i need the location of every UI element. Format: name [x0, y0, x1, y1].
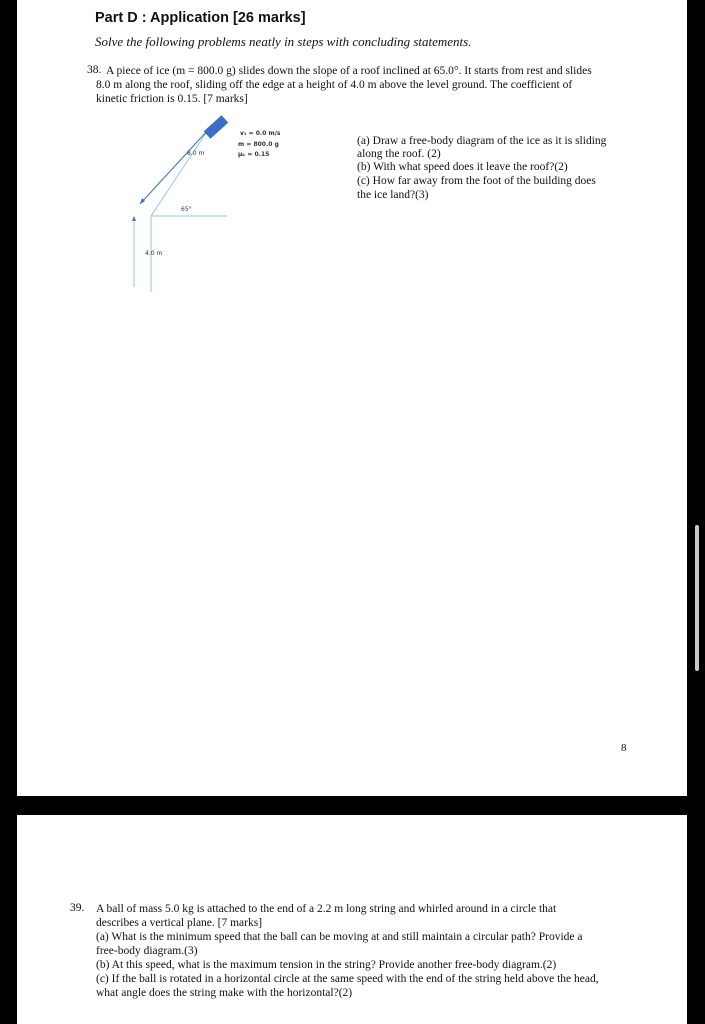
question-39-part-c-line-2: what angle does the string make with the horizontal?(2) [96, 987, 353, 999]
worksheet-page-2 [17, 815, 687, 1024]
question-39-part-a-line-1: (a) What is the minimum speed that the ball can be moving at and still maintain a circular path? Provide a [96, 931, 583, 943]
worksheet-page-1 [17, 0, 687, 796]
roof-slope [151, 130, 208, 216]
friction-coefficient-label: μₖ = 0.15 [238, 151, 270, 158]
angle-label: 65° [181, 206, 192, 213]
question-39-line-1: A ball of mass 5.0 kg is attached to the end of a 2.2 m long string and whirled around in a circle that [96, 903, 557, 915]
roof-incline-diagram [120, 112, 280, 297]
section-instructions: Solve the following problems neatly in steps with concluding statements. [95, 34, 472, 49]
height-arrow-head [132, 216, 136, 221]
question-39-number: 39. [70, 902, 85, 914]
ice-block [204, 115, 229, 138]
question-39-line-2: describes a vertical plane. [7 marks] [96, 917, 263, 929]
displacement-arrow-line [140, 130, 208, 204]
vertical-scrollbar[interactable] [695, 525, 699, 671]
question-38-part-a-line-2: along the roof. (2) [357, 148, 441, 160]
initial-velocity-label: v₁ = 0.0 m/s [240, 130, 280, 137]
length-label: 8.0 m [187, 150, 205, 157]
mass-label: m = 800.0 g [238, 141, 279, 148]
page-number: 8 [621, 742, 627, 754]
question-38-line-2: 8.0 m along the roof, sliding off the edge at a height of 4.0 m above the level ground. The coefficient of [96, 79, 573, 91]
question-38-line-1: A piece of ice (m = 800.0 g) slides down the slope of a roof inclined at 65.0°. It starts from rest and slides [106, 65, 592, 77]
question-39-part-c-line-1: (c) If the ball is rotated in a horizontal circle at the same speed with the end of the string held above the head, [96, 973, 599, 985]
question-38-part-a-line-1: (a) Draw a free-body diagram of the ice as it is sliding [357, 135, 607, 147]
question-38-part-c-line-2: the ice land?(3) [357, 189, 429, 201]
question-38-line-3: kinetic friction is 0.15. [7 marks] [96, 93, 248, 105]
height-label: 4.0 m [145, 250, 163, 257]
question-38-part-b: (b) With what speed does it leave the roof?(2) [357, 161, 568, 173]
question-38-number: 38. [87, 64, 102, 76]
question-39-part-a-line-2: free-body diagram.(3) [96, 945, 198, 957]
question-39-part-b: (b) At this speed, what is the maximum tension in the string? Provide another free-body diagram.(2) [96, 959, 557, 971]
section-heading: Part D : Application [26 marks] [95, 10, 306, 26]
question-38-part-c-line-1: (c) How far away from the foot of the building does [357, 175, 596, 187]
